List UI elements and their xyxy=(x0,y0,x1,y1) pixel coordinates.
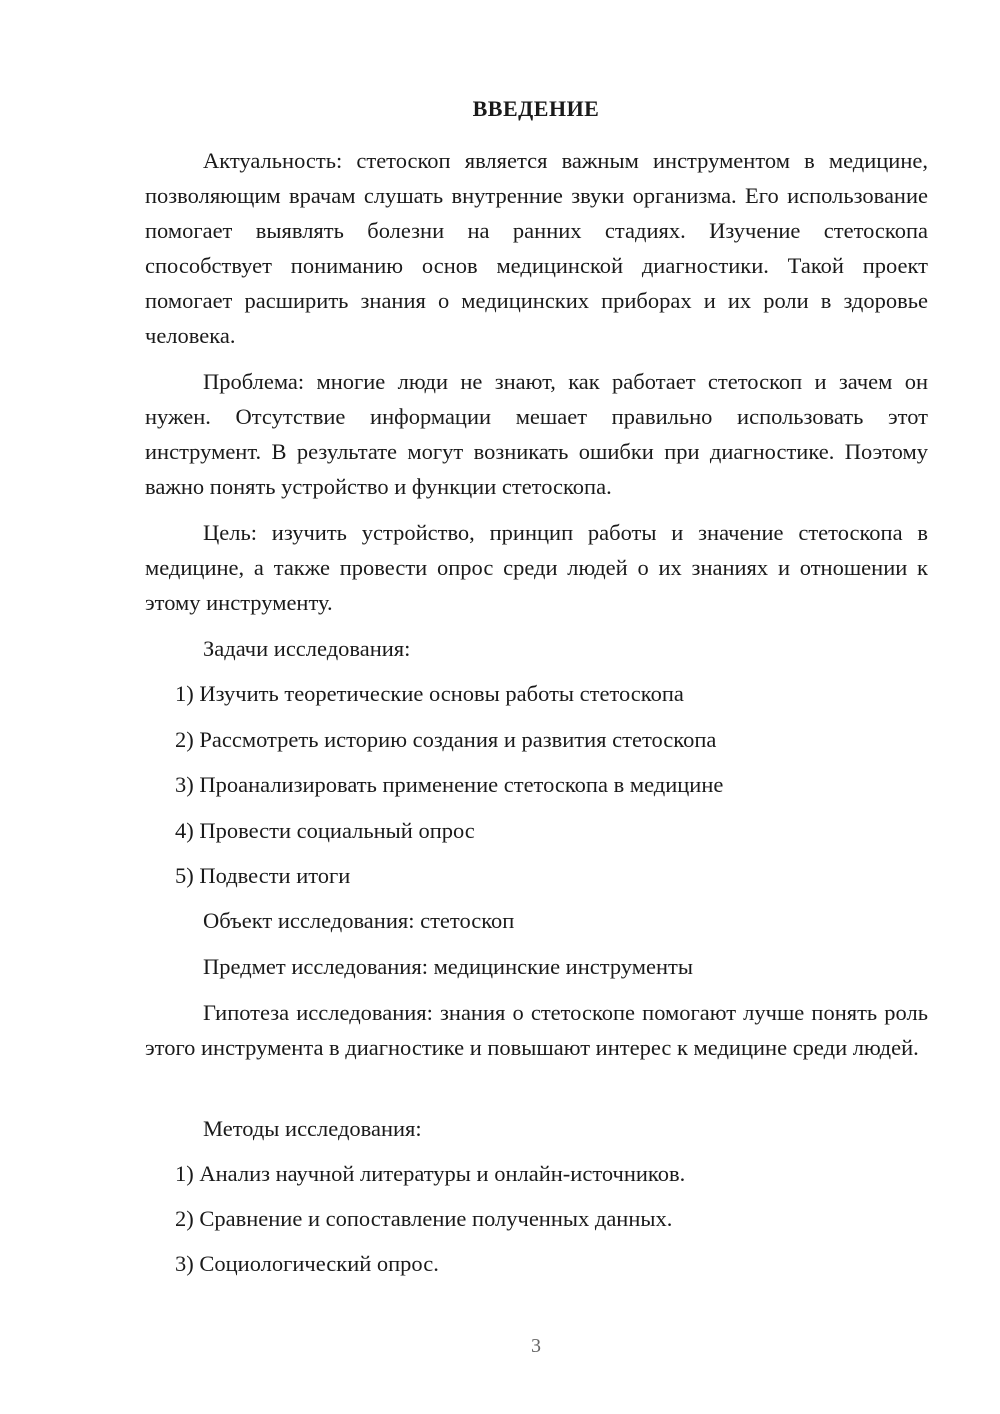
research-subject: Предмет исследования: медицинские инструменты xyxy=(203,954,693,979)
method-item: 2) Сравнение и сопоставление полученных данных. xyxy=(175,1206,673,1231)
page-title: ВВЕДЕНИЕ xyxy=(472,96,600,121)
tasks-heading: Задачи исследования: xyxy=(203,636,411,661)
goal-paragraph: Цель: изучить устройство, принцип работы и значение стетоскопа в медицине, а также провести опрос среди людей о их знаниях и отношении к этому инструменту. xyxy=(145,520,928,615)
research-object: Объект исследования: стетоскоп xyxy=(203,908,515,933)
task-item: 2) Рассмотреть историю создания и развития стетоскопа xyxy=(175,727,717,752)
methods-heading: Методы исследования: xyxy=(203,1116,422,1141)
task-item: 4) Провести социальный опрос xyxy=(175,818,475,843)
method-item: 1) Анализ научной литературы и онлайн-источников. xyxy=(175,1161,686,1186)
method-item: 3) Социологический опрос. xyxy=(175,1251,439,1276)
actuality-paragraph: Актуальность: стетоскоп является важным инструментом в медицине, позволяющим врачам слушать внутренние звуки организма. Его использование помогает выявлять болезни на ранних стадиях. Изучение стетоскопа способствует пониманию основ медицинской диагностики. Такой проект помогает расширить знания о медицинских приборах и их роли в здоровье человека. xyxy=(145,148,928,348)
page-number: 3 xyxy=(531,1335,541,1357)
problem-paragraph: Проблема: многие люди не знают, как работает стетоскоп и зачем он нужен. Отсутствие информации мешает правильно использовать этот инструмент. В результате могут возникать ошибки при диагностике. Поэтому важно понять устройство и функции стетоскопа. xyxy=(145,369,928,499)
hypothesis-paragraph: Гипотеза исследования: знания о стетоскопе помогают лучше понять роль этого инструмента в диагностике и повышают интерес к медицине среди людей. xyxy=(145,1000,928,1060)
task-item: 1) Изучить теоретические основы работы стетоскопа xyxy=(175,681,684,706)
task-item: 3) Проанализировать применение стетоскопа в медицине xyxy=(175,772,724,797)
task-item: 5) Подвести итоги xyxy=(175,863,351,888)
